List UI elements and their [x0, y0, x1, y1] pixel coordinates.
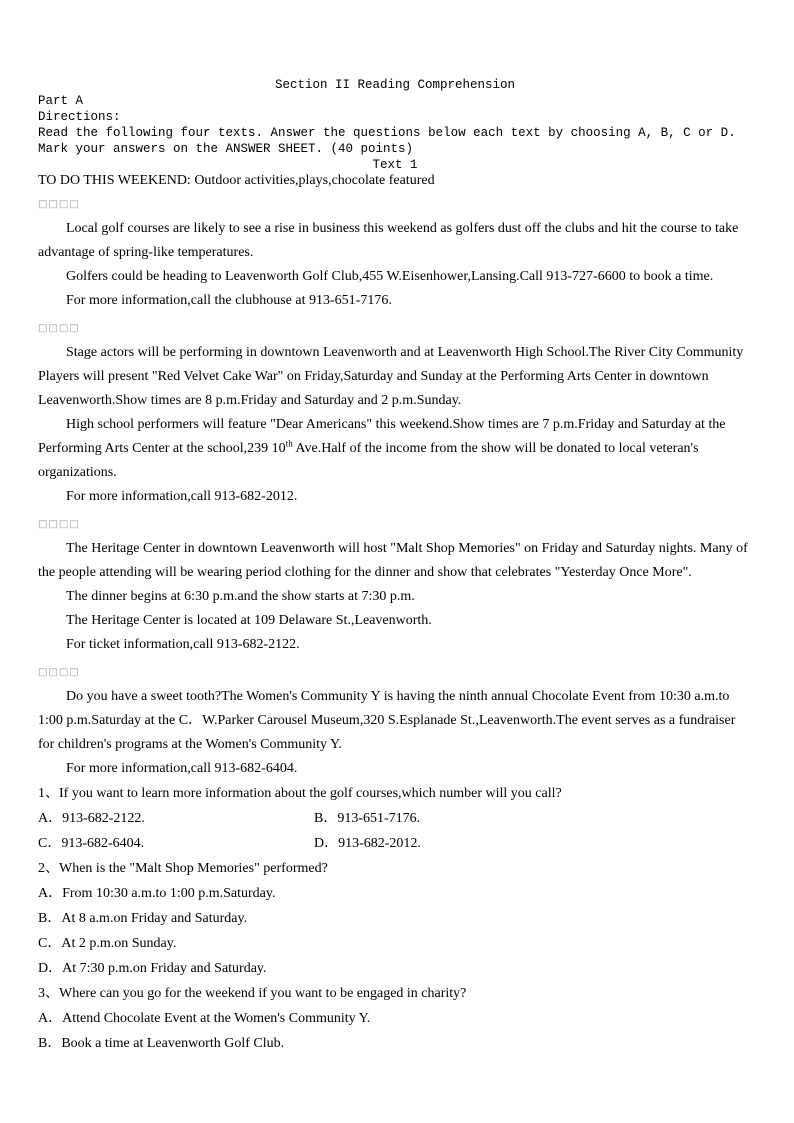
section-title: Section II Reading Comprehension — [274, 78, 516, 92]
text-label: Text 1 — [372, 158, 418, 172]
directions-label: Directions: — [38, 110, 121, 124]
missing-glyph-heading: □□□□ — [38, 519, 80, 530]
questions — [38, 781, 752, 1056]
part-label: Part A — [38, 94, 84, 108]
paragraph: Do you have a sweet tooth?The Women's Community Y is having the ninth annual Chocolate Event from 10:30 a.m.to 1:00 p.m.Saturday at the C．W.Parker Carousel Museum,320 S.Esplanade St.,Leavenworth.The event serves as a fundraiser for children's programs at the Women's Community Y. — [38, 689, 736, 752]
option-a: A．913-682-2122. — [38, 811, 145, 826]
paragraph: Stage actors will be performing in downtown Leavenworth and at Leavenworth High School.The River City Community Players will present "Red Velvet Cake War" on Friday,Saturday and Sunday at the Performing Arts Center in downtown Leavenworth.Show times are 8 p.m.Friday and Saturday and 2 p.m.Sunday. — [38, 345, 744, 408]
option-c: C．913-682-6404. — [38, 836, 145, 851]
missing-glyph-heading: □□□□ — [38, 323, 80, 334]
paragraph: For more information,call the clubhouse at 913-651-7176. — [66, 293, 392, 308]
paragraph: The Heritage Center in downtown Leavenworth will host "Malt Shop Memories" on Friday and Saturday nights. Many of the people attending will be wearing period clothing for the dinner and show that celebrates "Yesterday Once More". — [38, 541, 748, 580]
question-1: 1、If you want to learn more information about the golf courses,which number will you call? — [38, 786, 562, 801]
missing-glyph-heading: □□□□ — [38, 199, 80, 210]
option-b: B．913-651-7176. — [314, 811, 421, 826]
paragraph: Local golf courses are likely to see a rise in business this weekend as golfers dust off the clubs and hit the course to take advantage of spring-like temperatures. — [38, 221, 739, 260]
paragraph: For more information,call 913-682-6404. — [66, 761, 298, 776]
question-2: 2、When is the "Malt Shop Memories" performed? — [38, 861, 328, 876]
missing-glyph-heading: □□□□ — [38, 667, 80, 678]
option-b: B．At 8 a.m.on Friday and Saturday. — [38, 911, 248, 926]
paragraph: The dinner begins at 6:30 p.m.and the show starts at 7:30 p.m. — [66, 589, 415, 604]
option-c: C．At 2 p.m.on Sunday. — [38, 936, 177, 951]
paragraph: Golfers could be heading to Leavenworth Golf Club,455 W.Eisenhower,Lansing.Call 913-727-6600 to book a time. — [66, 269, 714, 284]
option-d: D．913-682-2012. — [314, 836, 421, 851]
option-d: D．At 7:30 p.m.on Friday and Saturday. — [38, 961, 267, 976]
article-title: TO DO THIS WEEKEND: Outdoor activities,plays,chocolate featured — [38, 173, 435, 188]
paragraph: For ticket information,call 913-682-2122. — [66, 637, 300, 652]
question-3: 3、Where can you go for the weekend if you want to be engaged in charity? — [38, 986, 467, 1001]
paragraph: For more information,call 913-682-2012. — [66, 489, 298, 504]
option-a: A．Attend Chocolate Event at the Women's Community Y. — [38, 1011, 371, 1026]
option-b: B．Book a time at Leavenworth Golf Club. — [38, 1036, 285, 1051]
paragraph: High school performers will feature "Dear Americans" this weekend.Show times are 7 p.m.Friday and Saturday at the Performing Arts Center at the school,239 10th Ave.Half of the income from the show will be donated to local veteran's organizations. — [38, 417, 726, 480]
directions-text: Read the following four texts. Answer the questions below each text by choosing A, B, C or D. Mark your answers on the ANSWER SHEET. (40 points) — [38, 126, 736, 156]
paragraph: The Heritage Center is located at 109 Delaware St.,Leavenworth. — [66, 613, 432, 628]
document-page — [38, 77, 752, 1056]
option-a: A．From 10:30 a.m.to 1:00 p.m.Saturday. — [38, 886, 276, 901]
